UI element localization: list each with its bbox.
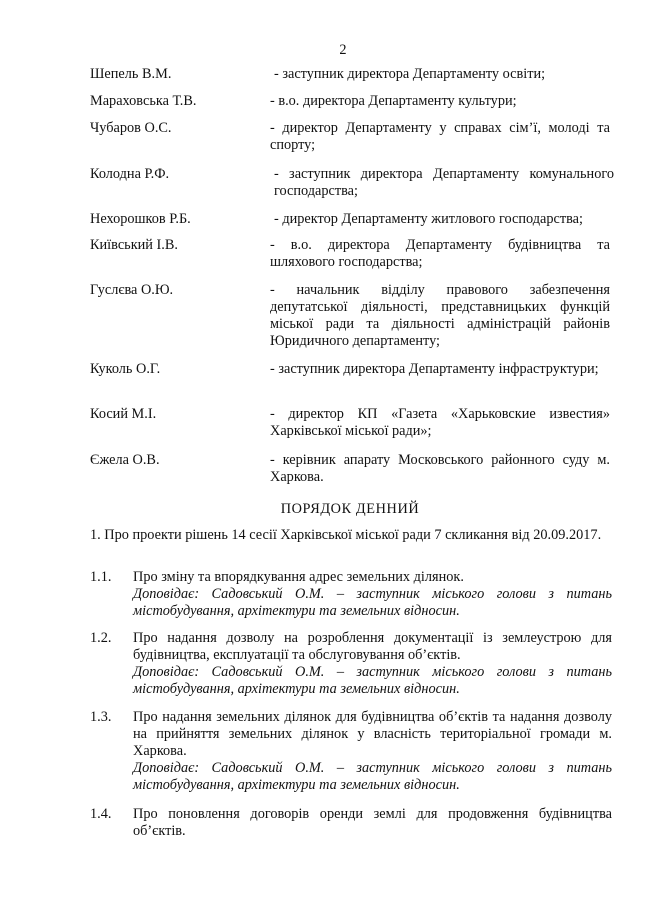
agenda-item-reporter: Доповідає: Садовський О.М. – заступник міського голови з питань містобудування, архітектури та земельних відносин. (133, 586, 612, 619)
attendee-name: Нехорошков Р.Б. (90, 211, 191, 227)
agenda-item-reporter: Доповідає: Садовський О.М. – заступник міського голови з питань містобудування, архітектури та земельних відносин. (133, 760, 612, 793)
attendee-name: Колодна Р.Ф. (90, 166, 170, 182)
agenda-item-text: Про надання земельних ділянок для будівництва об’єктів та надання дозволу на прийняття земельних ділянок у власність територіальної громади м. Харкова. (133, 709, 612, 759)
attendee-role: - директор Департаменту житлового господарства; (274, 211, 583, 227)
attendee-role: - заступник директора Департаменту комунального господарства; (274, 166, 614, 199)
agenda-item-body (133, 630, 612, 698)
agenda-item-body (133, 806, 612, 840)
attendee-name: Мараховська Т.В. (90, 93, 197, 109)
agenda-intro: 1. Про проекти рішень 14 сесії Харківської міської ради 7 скликання від 20.09.2017. (90, 527, 602, 543)
agenda-item-number: 1.2. (90, 630, 112, 646)
attendee-role: - начальник відділу правового забезпечення депутатської діяльності, представницьких функцій міської ради та діяльності адміністрацій районів Юридичного департаменту; (270, 282, 610, 349)
attendee-role: - в.о. директора Департаменту будівництва та шляхового господарства; (270, 237, 610, 270)
agenda-item-text: Про поновлення договорів оренди землі для продовження будівництва об’єктів. (133, 806, 612, 839)
attendee-name: Гуслєва О.Ю. (90, 282, 174, 298)
agenda-item-number: 1.4. (90, 806, 112, 822)
attendee-role: - директор Департаменту у справах сім’ї, молоді та спорту; (270, 120, 610, 153)
agenda-title: ПОРЯДОК ДЕННИЙ (280, 501, 420, 517)
attendee-role: - в.о. директора Департаменту культури; (270, 93, 517, 109)
attendee-role: - заступник директора Департаменту освіти; (274, 66, 546, 82)
attendee-name: Єжела О.В. (90, 452, 160, 468)
attendee-role: - керівник апарату Московського районного суду м. Харкова. (270, 452, 610, 485)
attendee-name: Чубаров О.С. (90, 120, 172, 136)
agenda-item-number: 1.3. (90, 709, 112, 725)
agenda-item-reporter: Доповідає: Садовський О.М. – заступник міського голови з питань містобудування, архітектури та земельних відносин. (133, 664, 612, 697)
attendee-name: Косий М.І. (90, 406, 157, 422)
agenda-item-body (133, 709, 612, 794)
attendee-name: Київський І.В. (90, 237, 178, 253)
attendee-name: Шепель В.М. (90, 66, 172, 82)
agenda-item-text: Про зміну та впорядкування адрес земельних ділянок. (133, 569, 464, 585)
attendee-name: Куколь О.Г. (90, 361, 161, 377)
agenda-item-body (133, 569, 612, 620)
attendee-role: - директор КП «Газета «Харьковские известия» Харківської міської ради»; (270, 406, 610, 439)
attendee-role: - заступник директора Департаменту інфраструктури; (270, 361, 599, 377)
page-number: 2 (339, 42, 347, 58)
agenda-item-text: Про надання дозволу на розроблення документації із землеустрою для будівництва, експлуатації та обслуговування об’єктів. (133, 630, 612, 663)
agenda-item-number: 1.1. (90, 569, 112, 585)
